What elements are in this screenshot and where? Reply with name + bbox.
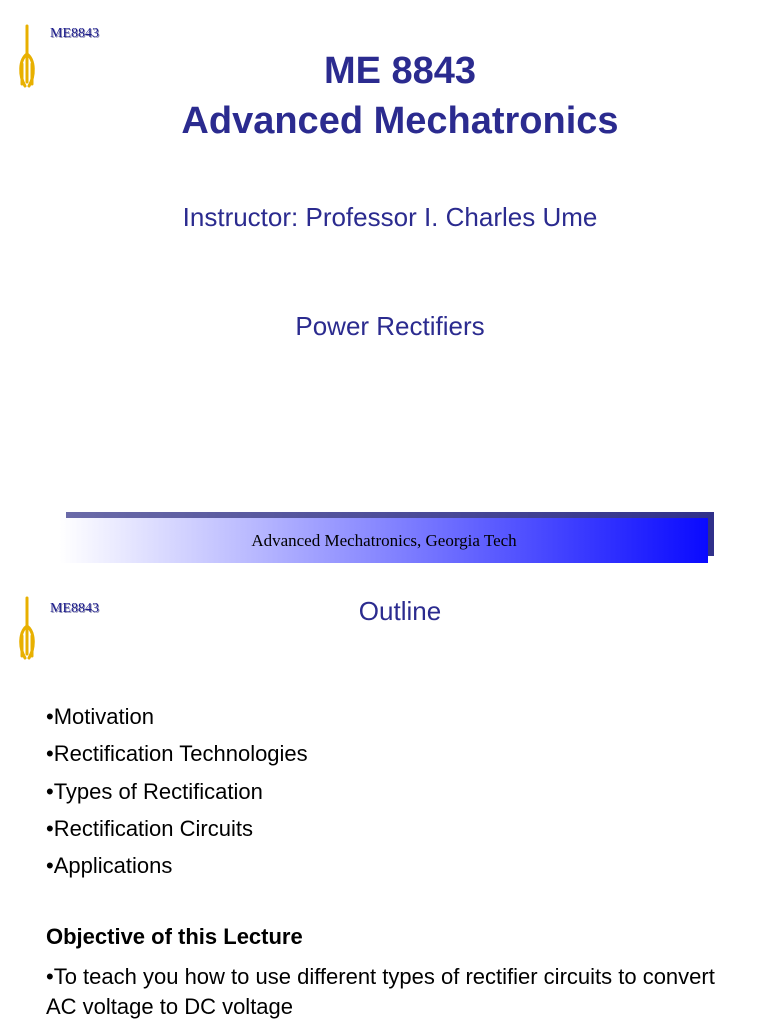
objective-text: •To teach you how to use different types of rectifier circuits to convert AC voltage to DC voltage [46, 964, 715, 1019]
list-item: •Types of Rectification [46, 778, 263, 804]
footer-banner-text: Advanced Mechatronics, Georgia Tech [251, 530, 517, 550]
list-item: •Motivation [46, 704, 154, 729]
lecture-subject: Power Rectifiers [295, 311, 485, 341]
slide-title-course-number: ME 8843 [323, 50, 477, 92]
course-tag: ME8843 [50, 601, 99, 616]
outline-title: Outline [358, 596, 442, 626]
list-item: •Rectification Technologies [46, 741, 308, 767]
slide-title-course-name: Advanced Mechatronics [181, 100, 619, 142]
outline-list [46, 702, 308, 888]
list-item: •Rectification Circuits [46, 815, 253, 841]
instructor-line: Instructor: Professor I. Charles Ume [182, 202, 598, 232]
footer-banner [60, 518, 708, 563]
course-tag: ME8843 [50, 26, 99, 41]
objective-heading: Objective of this Lecture [46, 924, 303, 949]
list-item: •Applications [46, 853, 173, 879]
